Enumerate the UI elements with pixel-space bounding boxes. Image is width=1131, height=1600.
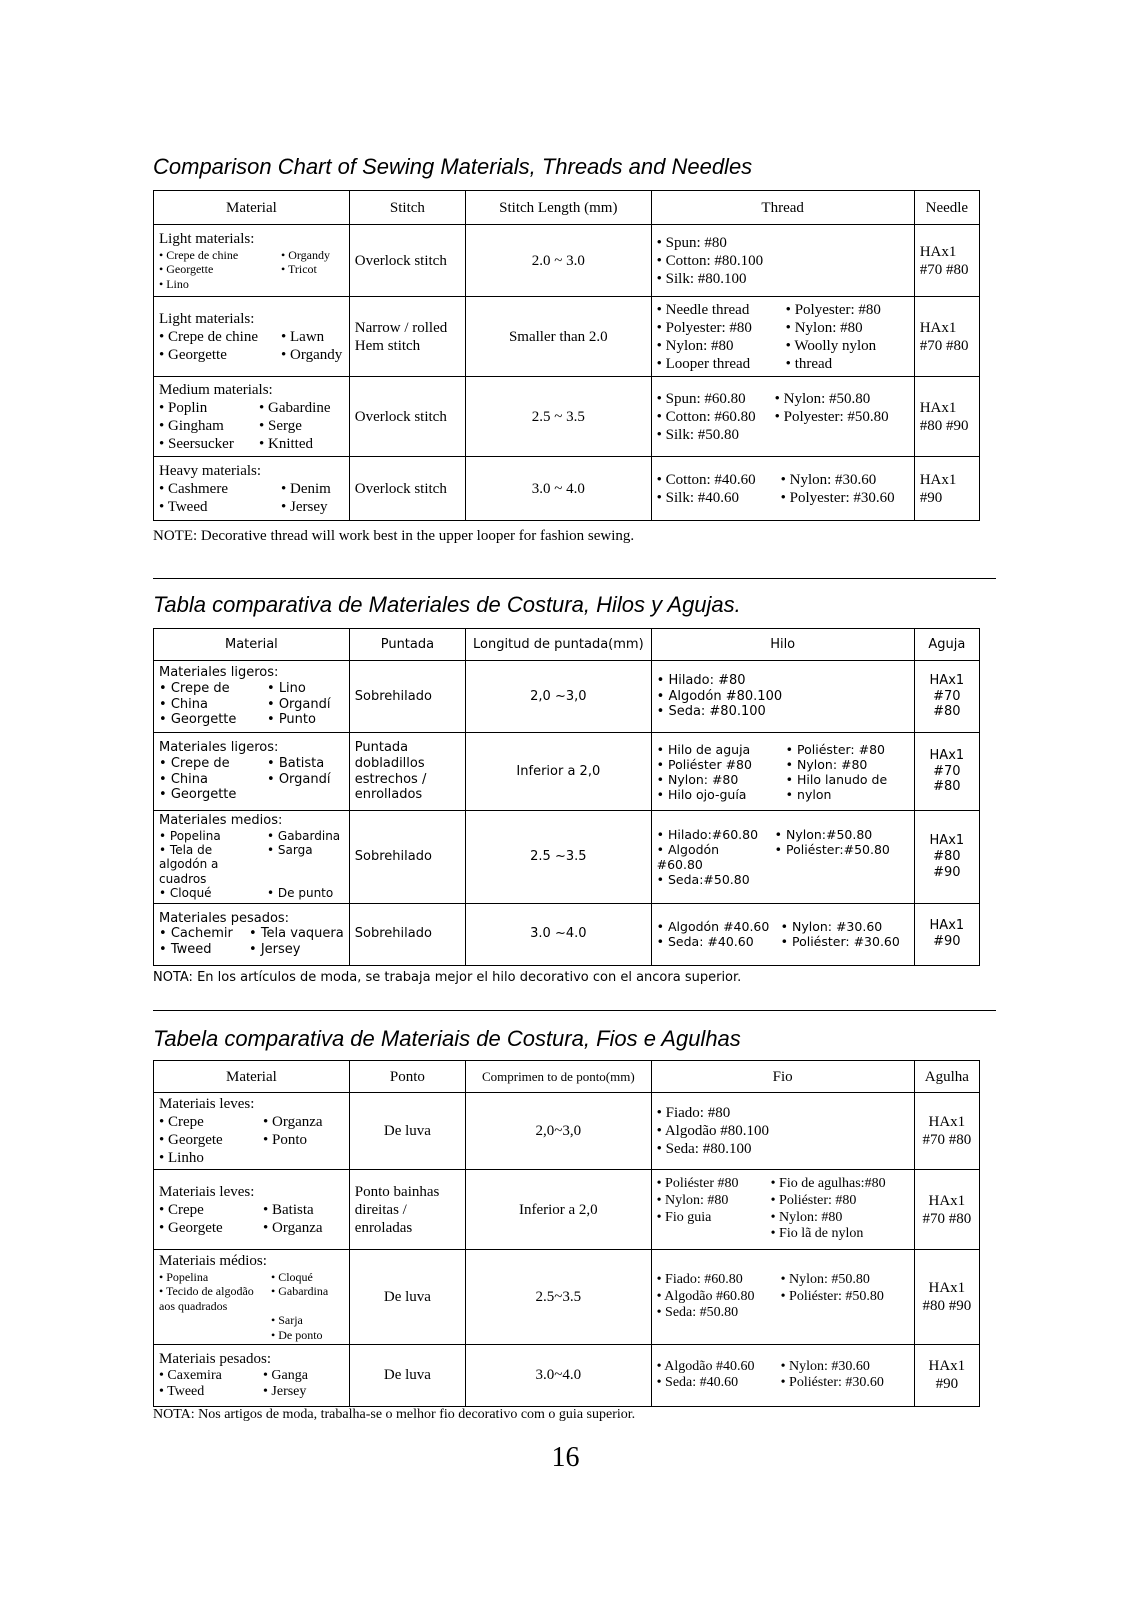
thread-cell — [651, 1344, 914, 1406]
table-row — [154, 903, 980, 965]
list-item: • Crepe de chine — [159, 328, 258, 345]
list-item: • Georgette — [159, 346, 227, 363]
list-item: • Crepe — [159, 1201, 204, 1218]
list-item: • Tela vaquera — [249, 926, 344, 942]
length-cell: 2.5 ~3.5 — [466, 811, 652, 904]
length-cell: 2.0 ~ 3.0 — [466, 225, 652, 297]
list-item: • Seda:#50.80 — [656, 871, 750, 887]
list-item: • Silk: #80.100 — [656, 270, 747, 287]
needle-cell: HAx1 #70 #80 — [914, 661, 979, 733]
list-item: • Cotton: #80.100 — [656, 252, 764, 269]
material-heading: Materiais leves: — [159, 1183, 255, 1200]
material-heading: Medium materials: — [159, 381, 273, 398]
needle-cell: HAx1 #90 — [914, 1344, 979, 1406]
list-item: • Spun: #80 — [656, 234, 727, 251]
list-item: • Popelina — [159, 1270, 209, 1284]
list-item: • Nylon: #80 — [656, 337, 734, 354]
list-item: • Organdy — [281, 247, 330, 262]
list-item: • Nylon: #80 — [785, 756, 868, 772]
list-item: • China — [159, 696, 208, 712]
list-item: • Tricot — [281, 262, 317, 277]
needle-cell: HAx1 #70 #80 — [914, 1093, 979, 1170]
length-cell: 3.0~4.0 — [466, 1344, 652, 1406]
list-item: • Silk: #40.60 — [656, 489, 739, 506]
list-item — [267, 787, 344, 803]
list-item: • Spun: #60.80 — [656, 390, 746, 407]
list-item: • Georgete — [159, 1132, 223, 1148]
list-item: • Organza — [263, 1114, 323, 1130]
section-title: Tabela comparativa de Materiais de Costura, Fios e Agulhas — [153, 1026, 741, 1051]
list-item — [657, 1226, 765, 1243]
stitch-cell: De luva — [349, 1093, 465, 1170]
length-cell: Inferior a 2,0 — [466, 733, 652, 811]
list-item: • Polyester: #80 — [785, 301, 881, 318]
material-cell — [154, 811, 350, 904]
list-item: • Gabardina — [267, 828, 341, 843]
list-item: • Lawn — [281, 328, 325, 345]
list-item: • Tela de algodón a cuadros — [159, 842, 219, 886]
list-item: • Gabardine — [259, 399, 331, 416]
list-item: • Seersucker — [159, 435, 234, 452]
list-item: • Linho — [159, 1150, 204, 1166]
table-row — [154, 1170, 980, 1250]
stitch-cell: Puntada dobladillos estrechos / enrollados — [349, 733, 465, 811]
table-note: NOTA: En los artículos de moda, se trabaja mejor el hilo decorativo con el ancora superior. — [153, 970, 742, 985]
needle-cell: HAx1 #80 #90 — [914, 811, 979, 904]
list-item: • Knitted — [259, 435, 314, 452]
stitch-cell: De luva — [349, 1344, 465, 1406]
table-row — [154, 377, 980, 457]
table-note: NOTE: Decorative thread will work best in the upper looper for fashion sewing. — [153, 528, 635, 544]
table-note: NOTA: Nos artigos de moda, trabalha-se o melhor fio decorativo com o guia superior. — [153, 1407, 636, 1422]
list-item: • Poliéster:#50.80 — [774, 841, 890, 857]
list-item: • Cashmere — [159, 480, 228, 497]
list-item: • Poliéster: #80 — [785, 741, 885, 757]
list-item: • Jersey — [263, 1384, 307, 1400]
list-item: • nylon — [785, 786, 832, 802]
list-item: • De ponto — [271, 1327, 323, 1342]
list-item: • Nylon: #30.60 — [780, 1358, 870, 1374]
material-heading: Materiales medios: — [159, 813, 283, 828]
list-item: • Nylon: #80 — [770, 1209, 843, 1225]
header-material: Material — [154, 191, 350, 225]
table-row — [154, 297, 980, 377]
header-thread: Fio — [651, 1061, 914, 1093]
section-portuguese — [153, 1020, 983, 1430]
material-heading: Materiales pesados: — [159, 910, 290, 926]
list-item: • Georgette — [159, 787, 237, 803]
list-item: • Ganga — [263, 1367, 308, 1383]
list-item: • Polyester: #80 — [656, 319, 752, 336]
stitch-cell: Overlock stitch — [349, 457, 465, 521]
table-row — [154, 225, 980, 297]
material-cell — [154, 297, 350, 377]
list-item: • Georgette — [159, 262, 214, 277]
list-item: • Polyester: #30.60 — [780, 489, 895, 506]
header-length: Stitch Length (mm) — [466, 191, 652, 225]
thread-cell — [651, 225, 914, 297]
list-item: • Tweed — [159, 1384, 205, 1400]
list-item: • Nylon: #80 — [785, 319, 863, 336]
list-item: • Organdy — [281, 346, 343, 363]
list-item: • Silk: #50.80 — [656, 426, 739, 443]
section-title: Tabla comparativa de Materiales de Costura, Hilos y Agujas. — [153, 592, 741, 617]
list-item: • Organdí — [267, 771, 331, 787]
list-item: • Nylon: #50.80 — [774, 390, 871, 407]
list-item: • Crepe de chine — [159, 247, 239, 262]
section-spanish — [153, 588, 983, 998]
thread-cell — [651, 733, 914, 811]
list-item: • Organza — [263, 1219, 323, 1236]
list-item: • Organdí — [267, 696, 331, 712]
list-item: • Nylon: #80 — [656, 1192, 729, 1208]
thread-cell — [651, 1250, 914, 1345]
length-cell: Inferior a 2,0 — [466, 1170, 652, 1250]
list-item: • Cachemir — [159, 926, 233, 942]
section-divider — [153, 1010, 996, 1011]
thread-cell — [651, 457, 914, 521]
needle-cell: HAx1 #80 #90 — [914, 377, 979, 457]
list-item: • Polyester: #50.80 — [774, 408, 889, 425]
list-item: • Hilo lanudo de — [785, 771, 888, 787]
stitch-cell: Sobrehilado — [349, 903, 465, 965]
material-cell — [154, 225, 350, 297]
table-row — [154, 733, 980, 811]
table-row — [154, 1344, 980, 1406]
thread-cell — [651, 903, 914, 965]
length-cell: 2.5~3.5 — [466, 1250, 652, 1345]
list-item: • Poliéster #80 — [656, 1175, 739, 1191]
list-item: • Nylon: #30.60 — [780, 471, 877, 488]
list-item: • Crepe — [159, 1114, 204, 1130]
comparison-table — [153, 190, 980, 521]
list-item: • Batista — [267, 755, 325, 771]
list-item: • Algodón #60.80 — [656, 841, 720, 872]
list-item: • Serge — [259, 417, 302, 434]
list-item: • Cloqué — [271, 1270, 313, 1284]
list-item: • Poliéster: #80 — [770, 1192, 857, 1208]
needle-cell: HAx1 #90 — [914, 903, 979, 965]
list-item: • Crepe de — [159, 680, 230, 696]
material-cell — [154, 1344, 350, 1406]
stitch-cell: Overlock stitch — [349, 225, 465, 297]
needle-cell: HAx1 #70 #80 — [914, 225, 979, 297]
needle-cell: HAx1 #90 — [914, 457, 979, 521]
list-item: • Algodón #40.60 — [656, 919, 770, 935]
stitch-cell: Narrow / rolled Hem stitch — [349, 297, 465, 377]
list-item — [263, 1149, 344, 1167]
list-item: • Algodão #60.80 — [656, 1288, 755, 1304]
list-item: • Jersey — [249, 941, 301, 957]
needle-cell: HAx1 #70 #80 — [914, 297, 979, 377]
thread-cell — [651, 811, 914, 904]
material-cell — [154, 1170, 350, 1250]
needle-cell: HAx1 #80 #90 — [914, 1250, 979, 1345]
list-item: • De punto — [267, 886, 334, 901]
comparison-table — [153, 628, 980, 966]
material-cell — [154, 1250, 350, 1345]
list-item: • Tecido de algodão aos quadrados — [159, 1284, 254, 1313]
list-item — [159, 1328, 267, 1342]
length-cell: 2,0~3,0 — [466, 1093, 652, 1170]
header-stitch: Puntada — [349, 629, 465, 661]
length-cell: 3.0 ~ 4.0 — [466, 457, 652, 521]
list-item: • Popelina — [159, 828, 221, 843]
list-item: • Nylon:#50.80 — [774, 826, 873, 842]
list-item: • Denim — [281, 480, 331, 497]
needle-cell: HAx1 #70 #80 — [914, 1170, 979, 1250]
list-item: • Cloqué — [159, 886, 212, 901]
list-item: • Lino — [267, 680, 306, 696]
material-cell — [154, 377, 350, 457]
list-item: • Algodão #40.60 — [656, 1358, 755, 1374]
list-item: • Sarja — [271, 1313, 303, 1328]
header-length: Comprimen to de ponto(mm) — [466, 1061, 652, 1093]
list-item: • Poliéster: #30.60 — [780, 934, 900, 950]
list-item: • Seda: #80.100 — [656, 704, 766, 720]
list-item: • Hilado: #80 — [656, 673, 746, 689]
list-item: • Batista — [263, 1201, 314, 1218]
stitch-cell: Sobrehilado — [349, 811, 465, 904]
thread-cell — [651, 377, 914, 457]
header-thread: Thread — [651, 191, 914, 225]
list-item: • thread — [785, 355, 833, 372]
list-item: • Caxemira — [159, 1367, 222, 1383]
list-item: • Algodón #80.100 — [656, 688, 783, 704]
header-length: Longitud de puntada(mm) — [466, 629, 652, 661]
material-heading: Materiales ligeros: — [159, 740, 279, 756]
list-item: • Lino — [159, 276, 189, 291]
material-cell — [154, 1093, 350, 1170]
list-item: • Cotton: #60.80 — [656, 408, 756, 425]
thread-cell — [651, 1093, 914, 1170]
list-item: • Poliéster: #30.60 — [780, 1375, 884, 1391]
section-english — [153, 150, 983, 550]
list-item: • Cotton: #40.60 — [656, 471, 756, 488]
material-cell — [154, 903, 350, 965]
list-item: • Georgette — [159, 712, 237, 728]
stitch-cell: De luva — [349, 1250, 465, 1345]
material-cell — [154, 457, 350, 521]
list-item: • Fiado: #60.80 — [656, 1271, 743, 1287]
table-row — [154, 661, 980, 733]
comparison-table — [153, 1060, 980, 1407]
list-item: • Seda: #80.100 — [656, 1141, 752, 1157]
list-item: • China — [159, 771, 208, 787]
list-item: • Seda: #50.80 — [656, 1305, 739, 1321]
list-item — [159, 1313, 267, 1327]
stitch-cell: Overlock stitch — [349, 377, 465, 457]
length-cell: 2.5 ~ 3.5 — [466, 377, 652, 457]
material-heading: Materiales ligeros: — [159, 665, 279, 681]
material-cell — [154, 733, 350, 811]
length-cell: Smaller than 2.0 — [466, 297, 652, 377]
header-stitch: Stitch — [349, 191, 465, 225]
list-item: • Hilado:#60.80 — [656, 826, 759, 842]
header-thread: Hilo — [651, 629, 914, 661]
list-item: • Algodão #80.100 — [656, 1123, 769, 1139]
header-needle: Aguja — [914, 629, 979, 661]
list-item: • Nylon: #50.80 — [780, 1271, 870, 1287]
list-item: • Punto — [267, 712, 316, 728]
section-title: Comparison Chart of Sewing Materials, Threads and Needles — [153, 154, 753, 179]
list-item: • Seda: #40.60 — [656, 934, 754, 950]
header-needle: Agulha — [914, 1061, 979, 1093]
list-item: • Jersey — [281, 498, 328, 515]
page-number: 16 — [551, 1442, 580, 1473]
list-item: • Needle thread — [656, 301, 750, 318]
table-row — [154, 1250, 980, 1345]
list-item: • Hilo de aguja — [656, 741, 751, 757]
stitch-cell: Ponto bainhas direitas / enroladas — [349, 1170, 465, 1250]
section-divider — [153, 578, 996, 579]
list-item: • Tweed — [159, 941, 212, 957]
table-row — [154, 457, 980, 521]
material-cell — [154, 661, 350, 733]
material-heading: Light materials: — [159, 310, 255, 327]
list-item: • Nylon: #30.60 — [780, 919, 883, 935]
header-material: Material — [154, 1061, 350, 1093]
material-heading: Materiais leves: — [159, 1096, 255, 1112]
list-item: • Fio lã de nylon — [770, 1226, 864, 1242]
list-item: • Sarga — [267, 842, 313, 857]
length-cell: 2,0 ~3,0 — [466, 661, 652, 733]
list-item: • Poliéster: #50.80 — [780, 1288, 884, 1304]
length-cell: 3.0 ~4.0 — [466, 903, 652, 965]
list-item: • Woolly nylon — [785, 337, 877, 354]
header-stitch: Ponto — [349, 1061, 465, 1093]
list-item: • Poplin — [159, 399, 208, 416]
material-heading: Heavy materials: — [159, 462, 262, 479]
material-heading: Materiais médios: — [159, 1253, 267, 1269]
list-item: • Nylon: #80 — [656, 771, 739, 787]
list-item: • Hilo ojo-guía — [656, 786, 747, 802]
list-item: • Crepe de — [159, 755, 230, 771]
thread-cell — [651, 661, 914, 733]
material-heading: Materiais pesados: — [159, 1350, 272, 1367]
list-item: • Gingham — [159, 417, 224, 434]
table-row — [154, 811, 980, 904]
material-heading: Light materials: — [159, 230, 255, 247]
thread-cell — [651, 297, 914, 377]
needle-cell: HAx1 #70 #80 — [914, 733, 979, 811]
thread-cell — [651, 1170, 914, 1250]
list-item: • Fio de agulhas:#80 — [770, 1175, 886, 1191]
list-item: • Tweed — [159, 498, 208, 515]
header-needle: Needle — [914, 191, 979, 225]
header-material: Material — [154, 629, 350, 661]
list-item: • Georgete — [159, 1219, 223, 1236]
list-item: • Looper thread — [656, 355, 751, 372]
list-item: • Fio guia — [656, 1209, 712, 1225]
list-item: • Poliéster #80 — [656, 756, 752, 772]
stitch-cell: Sobrehilado — [349, 661, 465, 733]
list-item: • Ponto — [263, 1132, 308, 1148]
table-row — [154, 1093, 980, 1170]
list-item: • Seda: #40.60 — [656, 1375, 739, 1391]
list-item: • Gabardina — [271, 1284, 329, 1299]
list-item: • Fiado: #80 — [656, 1105, 731, 1121]
